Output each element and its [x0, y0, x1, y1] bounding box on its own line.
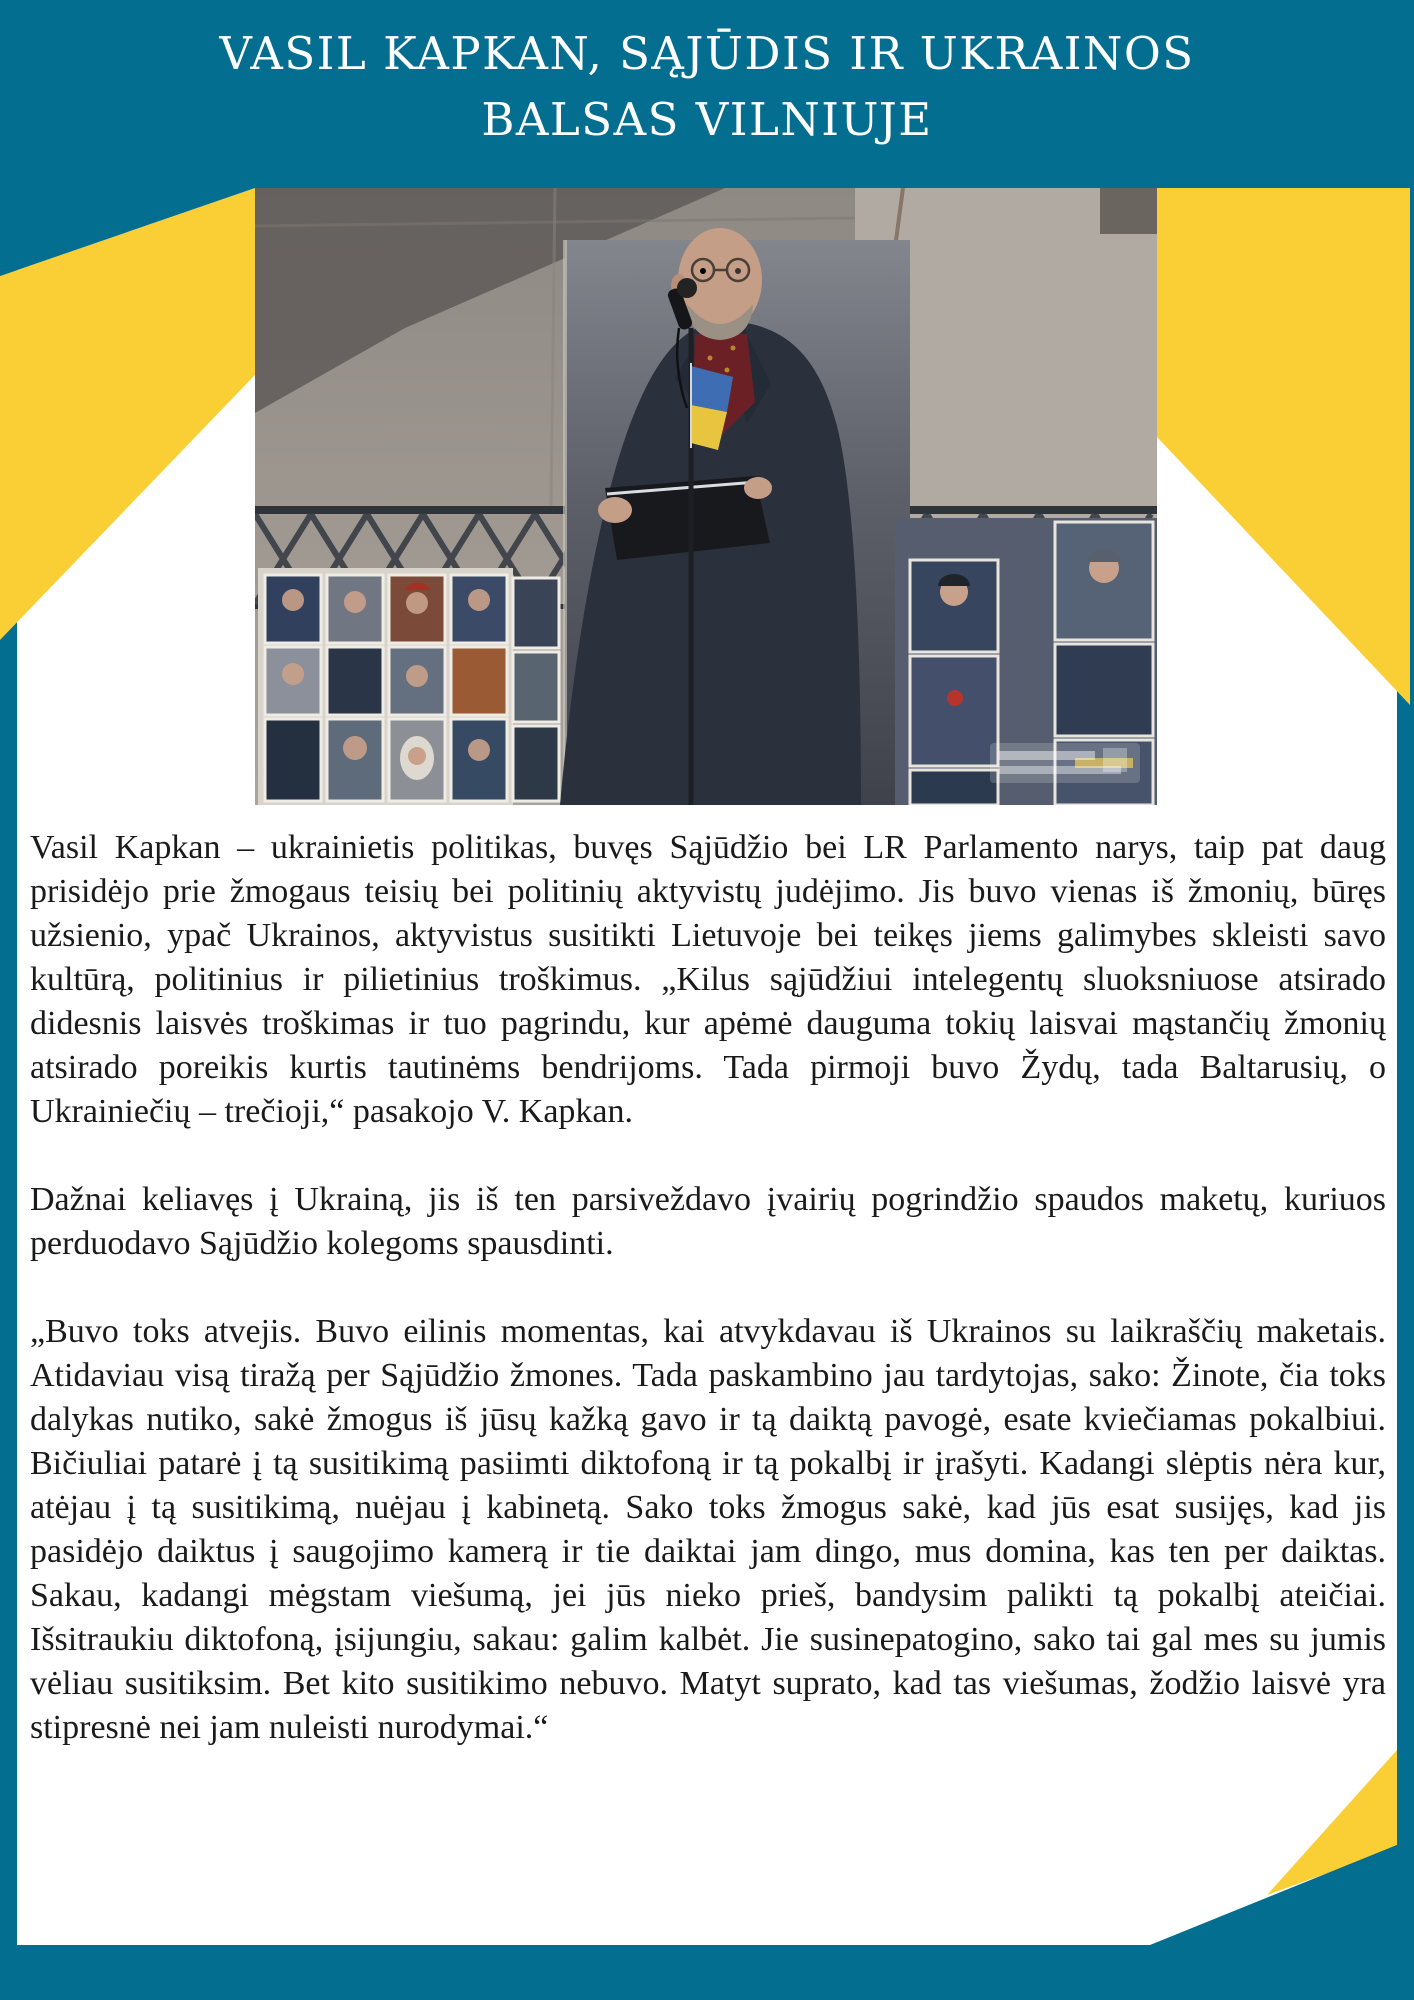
watermark: [990, 743, 1140, 783]
bottom-band: [0, 1838, 1414, 2000]
article-paragraph-2: Dažnai keliavęs į Ukrainą, jis iš ten parsiveždavo įvairių pogrindžio spaudos maketų, kuriuos perduodavo Sąjūdžio kolegoms spausdinti.: [30, 1181, 1386, 1262]
event-photo-scene: [255, 188, 1157, 805]
page-title-line2: BALSAS VILNIUJE: [481, 93, 933, 146]
left-hand: [598, 497, 632, 523]
right-yellow-shape: [1157, 188, 1410, 705]
photo-collage-left: [258, 568, 559, 805]
page-title-line1: VASIL KAPKAN, SĄJŪDIS IR UKRAINOS: [219, 27, 1195, 80]
page-title: [0, 21, 1414, 153]
right-hand: [744, 477, 772, 499]
article-body: [30, 826, 1386, 1794]
article-paragraph-1: Vasil Kapkan – ukrainietis politikas, buvęs Sąjūdžio bei LR Parlamento narys, taip pat daug prisidėjo prie žmogaus teisių bei politinių aktyvistų judėjimo. Jis buvo vienas iš žmonių, būręs užsienio, ypač Ukrainos, aktyvistus susitikti Lietuvoje bei teikęs jiems galimybes skleisti savo kultūrą, politinius ir pilietinius troškimus. „Kilus sąjūdžiui intelegentų sluoksniuose atsirado didesnis laisvės troškimas ir tuo pagrindu, kur apėmė dauguma tokių laisvai mąstančių žmonių atsirado poreikis kurtis tautinėms bendrijoms. Tada pirmoji buvo Žydų, tada Baltarusių, o Ukrainiečių – trečioji,“ pasakojo V. Kapkan.: [30, 829, 1386, 1130]
event-photo: [255, 188, 1157, 805]
article-paragraph-3: „Buvo toks atvejis. Buvo eilinis momentas, kai atvykdavau iš Ukrainos su laikraščių maketais. Atidaviau visą tiražą per Sąjūdžio žmones. Tada paskambino jau tardytojas, sako: Žinote, čia toks dalykas nutiko, sakė žmogus iš jūsų kažką gavo ir tą daiktą pavogė, esate kviečiamas pokalbiui. Bičiuliai patarė į tą susitikimą pasiimti diktofoną ir tą pokalbį ir įrašyti. Kadangi slėptis nėra kur, atėjau į tą susitikimą, nuėjau į kabinetą. Sako toks žmogus sakė, kad jūs esat susijęs, kad jis pasidėjo daiktus į saugojimo kamerą ir tie daiktai jam dingo, mus domina, kas ten per daiktas. Sakau, kadangi mėgstam viešumą, jei jūs nieko prieš, bandysim palikti tą pokalbį ateičiai. Išsitraukiu diktofoną, įsijungiu, sakau: galim kalbėt. Jie susinepatogino, sako tai gal mes su jumis vėliau susitiksim. Bet kito susitikimo nebuvo. Matyt suprato, kad tas viešumas, žodžio laisvė yra stipresnė nei jam nuleisti nurodymai.“: [30, 1313, 1386, 1746]
